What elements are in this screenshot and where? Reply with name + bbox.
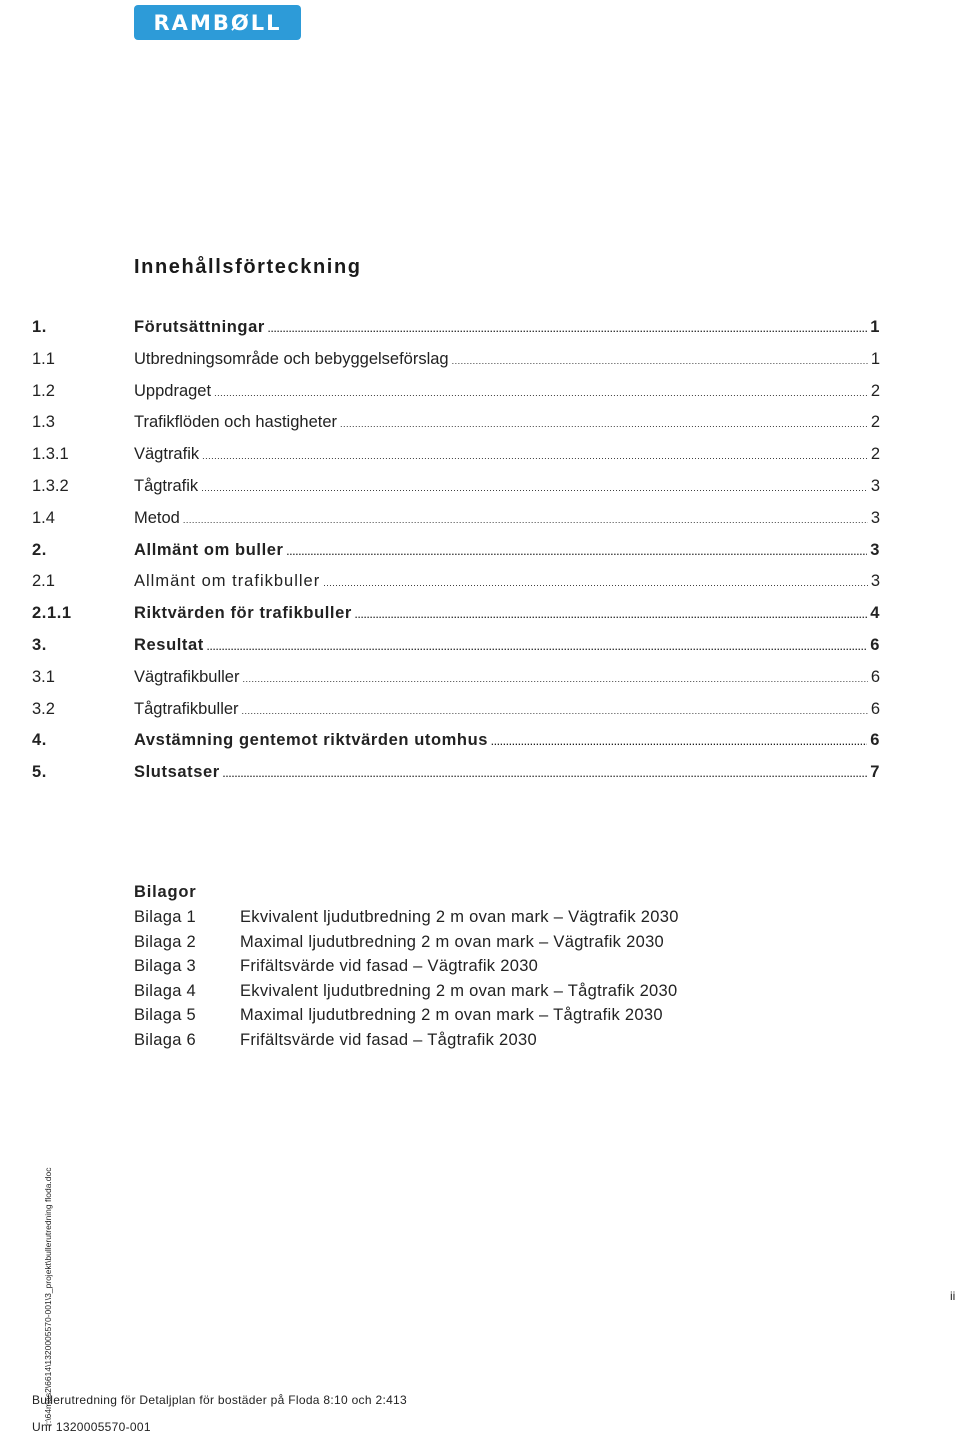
toc-dot-leader bbox=[183, 505, 868, 537]
toc-entry-title: Vägtrafikbuller bbox=[134, 667, 240, 686]
annex-label: Bilaga 6 bbox=[134, 1030, 197, 1049]
toc-dot-leader bbox=[323, 568, 868, 600]
toc-entry-page: 3 bbox=[870, 508, 880, 527]
annex-list bbox=[134, 880, 834, 1053]
annex-heading: Bilagor bbox=[134, 883, 197, 901]
toc-entry-number: 1.4 bbox=[32, 508, 55, 527]
toc-entry-line bbox=[134, 376, 880, 410]
toc-entry-page: 7 bbox=[870, 763, 880, 782]
toc-entry[interactable] bbox=[32, 344, 880, 376]
toc-entry-title: Metod bbox=[134, 508, 180, 527]
toc-entry-number: 1.1 bbox=[32, 349, 55, 368]
toc-entry-number: 1.3.1 bbox=[32, 445, 69, 464]
toc-entry-title: Allmänt om buller bbox=[134, 540, 284, 559]
toc-dot-leader bbox=[355, 600, 867, 632]
toc-entry-page: 3 bbox=[870, 476, 880, 495]
toc-entry-title: Förutsättningar bbox=[134, 318, 265, 336]
toc-dot-leader bbox=[268, 314, 867, 346]
toc-entry[interactable] bbox=[32, 630, 880, 662]
toc-entry-page: 2 bbox=[870, 381, 880, 400]
table-of-contents bbox=[32, 312, 880, 789]
toc-entry-title: Resultat bbox=[134, 635, 204, 654]
toc-entry-line bbox=[134, 312, 880, 346]
toc-entry[interactable] bbox=[32, 407, 880, 439]
toc-entry[interactable] bbox=[32, 439, 880, 471]
toc-entry-page: 2 bbox=[870, 413, 880, 432]
annex-description: Ekvivalent ljudutbredning 2 m ovan mark – Vägtrafik 2030 bbox=[240, 908, 679, 926]
annex-description: Frifältsvärde vid fasad – Tågtrafik 2030 bbox=[240, 1030, 537, 1049]
toc-entry-page: 6 bbox=[870, 731, 880, 750]
annex-label: Bilaga 3 bbox=[134, 957, 197, 976]
toc-entry-number: 2.1 bbox=[32, 572, 55, 591]
toc-entry-number: 4. bbox=[32, 731, 47, 750]
annex-label: Bilaga 1 bbox=[134, 908, 197, 926]
toc-entry-title: Utbredningsområde och bebyggelseförslag bbox=[134, 349, 449, 368]
page-number: ii bbox=[950, 1289, 956, 1303]
annex-label: Bilaga 2 bbox=[134, 932, 197, 951]
toc-entry-page: 1 bbox=[870, 318, 880, 336]
toc-entry-line bbox=[134, 471, 880, 505]
toc-entry-title: Vägtrafik bbox=[134, 445, 200, 464]
toc-dot-leader bbox=[214, 378, 868, 410]
toc-entry-line bbox=[134, 694, 880, 728]
toc-entry[interactable] bbox=[32, 376, 880, 408]
toc-dot-leader bbox=[491, 727, 867, 759]
toc-entry-number: 1. bbox=[32, 318, 47, 336]
toc-entry-page: 2 bbox=[870, 445, 880, 464]
annex-item bbox=[134, 979, 834, 1004]
toc-entry[interactable] bbox=[32, 535, 880, 567]
brand-logo bbox=[134, 5, 301, 40]
toc-entry-number: 3. bbox=[32, 635, 47, 654]
toc-entry-title: Allmänt om trafikbuller bbox=[134, 572, 321, 591]
toc-dot-leader bbox=[452, 346, 868, 378]
annex-item bbox=[134, 930, 834, 955]
toc-entry-line bbox=[134, 757, 880, 791]
toc-entry-page: 4 bbox=[870, 604, 880, 623]
toc-entry[interactable] bbox=[32, 312, 880, 344]
footer-title: Bullerutredning för Detaljplan för bostäder på Floda 8:10 och 2:413 bbox=[32, 1393, 407, 1407]
annex-description: Frifältsvärde vid fasad – Vägtrafik 2030 bbox=[240, 957, 539, 976]
toc-entry-page: 3 bbox=[870, 540, 880, 559]
toc-entry-title: Uppdraget bbox=[134, 381, 212, 400]
toc-dot-leader bbox=[287, 537, 868, 569]
annex-item bbox=[134, 954, 834, 979]
toc-entry-number: 2. bbox=[32, 540, 47, 559]
toc-entry-line bbox=[134, 439, 880, 473]
annex-label: Bilaga 4 bbox=[134, 981, 197, 1000]
toc-entry-title: Slutsatser bbox=[134, 763, 220, 782]
toc-entry-page: 1 bbox=[870, 349, 880, 368]
toc-entry[interactable] bbox=[32, 662, 880, 694]
annex-label: Bilaga 5 bbox=[134, 1006, 197, 1025]
toc-entry-number: 1.2 bbox=[32, 381, 55, 400]
toc-entry-page: 3 bbox=[870, 572, 880, 591]
toc-entry-number: 3.2 bbox=[32, 699, 55, 718]
toc-entry-number: 3.1 bbox=[32, 667, 55, 686]
toc-entry-title: Riktvärden för trafikbuller bbox=[134, 604, 352, 623]
toc-entry-title: Trafikflöden och hastigheter bbox=[134, 413, 338, 432]
toc-dot-leader bbox=[340, 409, 868, 441]
logo-text: RAMBØLL bbox=[153, 10, 282, 35]
toc-entry-number: 1.3 bbox=[32, 413, 55, 432]
toc-entry-line bbox=[134, 662, 880, 696]
toc-entry-title: Tågtrafik bbox=[134, 476, 199, 495]
toc-entry-line bbox=[134, 598, 880, 632]
toc-entry-line bbox=[134, 503, 880, 537]
toc-entry[interactable] bbox=[32, 725, 880, 757]
file-path-margin: r:\64mas2\6614\1320005570-001\3_projekt\bullerutredning floda.doc bbox=[43, 1167, 53, 1426]
annex-item bbox=[134, 1028, 834, 1053]
toc-entry-title: Tågtrafikbuller bbox=[134, 699, 239, 718]
toc-entry-line bbox=[134, 344, 880, 378]
toc-entry[interactable] bbox=[32, 471, 880, 503]
footer-project-number: Unr 1320005570-001 bbox=[32, 1420, 151, 1434]
toc-entry[interactable] bbox=[32, 566, 880, 598]
toc-dot-leader bbox=[207, 632, 867, 664]
toc-entry-page: 6 bbox=[870, 635, 880, 654]
toc-entry-page: 6 bbox=[870, 667, 880, 686]
toc-entry-number: 2.1.1 bbox=[32, 604, 72, 623]
toc-entry-line bbox=[134, 566, 880, 600]
toc-entry[interactable] bbox=[32, 503, 880, 535]
annex-description: Maximal ljudutbredning 2 m ovan mark – Tågtrafik 2030 bbox=[240, 1006, 663, 1025]
toc-dot-leader bbox=[242, 664, 867, 696]
toc-entry-line bbox=[134, 535, 880, 569]
toc-dot-leader bbox=[242, 696, 868, 728]
toc-entry[interactable] bbox=[32, 598, 880, 630]
toc-entry-line bbox=[134, 630, 880, 664]
toc-entry-number: 5. bbox=[32, 763, 47, 782]
toc-dot-leader bbox=[202, 441, 868, 473]
toc-entry[interactable] bbox=[32, 757, 880, 789]
toc-entry[interactable] bbox=[32, 694, 880, 726]
toc-entry-title: Avstämning gentemot riktvärden utomhus bbox=[134, 731, 489, 750]
toc-dot-leader bbox=[201, 473, 868, 505]
toc-entry-line bbox=[134, 407, 880, 441]
toc-entry-page: 6 bbox=[870, 699, 880, 718]
toc-entry-line bbox=[134, 725, 880, 759]
annex-item bbox=[134, 905, 834, 930]
toc-heading: Innehållsförteckning bbox=[134, 256, 362, 278]
annex-description: Maximal ljudutbredning 2 m ovan mark – Vägtrafik 2030 bbox=[240, 932, 665, 951]
annex-description: Ekvivalent ljudutbredning 2 m ovan mark – Tågtrafik 2030 bbox=[240, 981, 678, 1000]
toc-dot-leader bbox=[223, 759, 867, 791]
annex-item bbox=[134, 1003, 834, 1028]
toc-entry-number: 1.3.2 bbox=[32, 476, 69, 495]
